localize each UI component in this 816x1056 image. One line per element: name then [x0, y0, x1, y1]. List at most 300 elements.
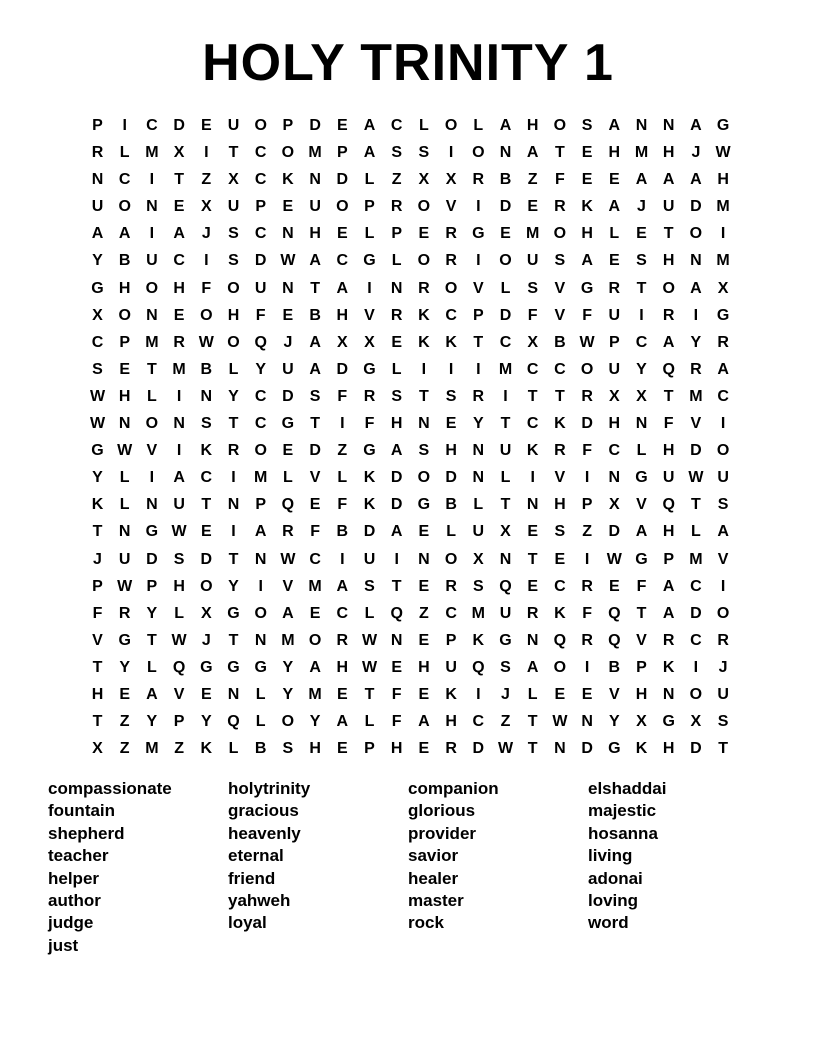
grid-letter[interactable]: Y	[472, 415, 484, 433]
grid-letter[interactable]: O	[716, 442, 730, 460]
grid-letter[interactable]: I	[176, 442, 182, 460]
grid-letter[interactable]: N	[118, 523, 131, 541]
grid-letter[interactable]: U	[472, 523, 485, 541]
grid-letter[interactable]: T	[419, 387, 429, 405]
grid-letter[interactable]: U	[173, 496, 185, 514]
grid-letter[interactable]: T	[228, 550, 239, 568]
grid-letter[interactable]: G	[363, 442, 376, 460]
grid-letter[interactable]: E	[608, 577, 620, 595]
grid-letter[interactable]: W	[688, 469, 704, 487]
grid-letter[interactable]: T	[92, 713, 103, 731]
grid-letter[interactable]: I	[584, 658, 590, 676]
grid-letter[interactable]: G	[200, 658, 213, 676]
grid-letter[interactable]: D	[200, 550, 213, 568]
grid-letter[interactable]: V	[146, 442, 158, 460]
grid-letter[interactable]: A	[581, 252, 593, 270]
grid-letter[interactable]: F	[391, 685, 402, 703]
grid-letter[interactable]: E	[418, 577, 430, 595]
grid-letter[interactable]: Z	[391, 171, 402, 189]
grid-letter[interactable]: C	[200, 469, 213, 487]
grid-letter[interactable]: K	[282, 171, 294, 189]
grid-letter[interactable]: Y	[608, 713, 620, 731]
grid-letter[interactable]: F	[391, 713, 402, 731]
grid-letter[interactable]: F	[636, 577, 647, 595]
grid-letter[interactable]: O	[200, 306, 213, 324]
grid-letter[interactable]: Q	[499, 577, 512, 595]
grid-letter[interactable]: U	[363, 550, 376, 568]
grid-letter[interactable]: N	[282, 225, 294, 243]
grid-letter[interactable]: U	[662, 198, 675, 216]
grid-letter[interactable]: U	[526, 252, 539, 270]
grid-letter[interactable]: X	[717, 279, 729, 297]
grid-letter[interactable]: M	[526, 225, 540, 243]
grid-letter[interactable]: V	[445, 198, 457, 216]
grid-letter[interactable]: K	[554, 415, 566, 433]
grid-letter[interactable]: L	[364, 604, 375, 622]
grid-letter[interactable]: M	[145, 740, 159, 758]
grid-letter[interactable]: U	[499, 442, 512, 460]
grid-letter[interactable]: J	[718, 658, 728, 676]
grid-letter[interactable]: A	[390, 442, 403, 460]
grid-letter[interactable]: Y	[282, 685, 294, 703]
grid-letter[interactable]: N	[390, 279, 403, 297]
grid-letter[interactable]: O	[118, 198, 131, 216]
grid-letter[interactable]: N	[635, 117, 648, 134]
grid-letter[interactable]: H	[390, 740, 403, 758]
grid-letter[interactable]: T	[228, 415, 239, 433]
grid-letter[interactable]: K	[526, 442, 539, 460]
grid-letter[interactable]: E	[527, 523, 539, 541]
grid-letter[interactable]: F	[582, 604, 592, 622]
grid-letter[interactable]: L	[500, 469, 511, 487]
grid-letter[interactable]: H	[608, 144, 621, 162]
grid-letter[interactable]: H	[118, 387, 131, 405]
grid-letter[interactable]: D	[690, 740, 702, 758]
grid-letter[interactable]: S	[717, 496, 729, 514]
grid-letter[interactable]: X	[92, 306, 103, 324]
grid-letter[interactable]: S	[581, 117, 593, 134]
grid-letter[interactable]: I	[367, 279, 372, 297]
grid-letter[interactable]: E	[309, 496, 321, 514]
grid-letter[interactable]: M	[689, 550, 703, 568]
grid-letter[interactable]: G	[281, 415, 295, 433]
grid-letter[interactable]: I	[503, 387, 508, 405]
grid-letter[interactable]: D	[499, 306, 512, 324]
grid-letter[interactable]: L	[527, 685, 538, 703]
grid-letter[interactable]: N	[227, 496, 240, 514]
grid-letter[interactable]: T	[92, 523, 103, 541]
grid-letter[interactable]: A	[336, 279, 349, 297]
grid-letter[interactable]: A	[608, 198, 621, 216]
grid-letter[interactable]: C	[173, 252, 185, 270]
grid-letter[interactable]: J	[201, 631, 211, 649]
grid-letter[interactable]: A	[717, 523, 729, 541]
grid-letter[interactable]: S	[527, 279, 539, 297]
grid-letter[interactable]: O	[444, 550, 458, 568]
grid-letter[interactable]: I	[530, 469, 535, 487]
grid-letter[interactable]: B	[499, 171, 512, 189]
grid-letter[interactable]: H	[336, 658, 349, 676]
grid-letter[interactable]: R	[581, 631, 593, 649]
grid-letter[interactable]: L	[391, 360, 402, 378]
grid-letter[interactable]: S	[391, 387, 403, 405]
grid-letter[interactable]: P	[445, 631, 457, 649]
grid-letter[interactable]: F	[310, 523, 320, 541]
grid-letter[interactable]: T	[147, 360, 157, 378]
grid-letter[interactable]: I	[149, 225, 155, 243]
grid-letter[interactable]: W	[361, 631, 378, 649]
grid-letter[interactable]: K	[662, 658, 675, 676]
grid-letter[interactable]: N	[662, 117, 675, 134]
grid-letter[interactable]: T	[310, 415, 320, 433]
grid-letter[interactable]: K	[635, 740, 648, 758]
grid-letter[interactable]: G	[580, 279, 594, 297]
grid-letter[interactable]: X	[636, 713, 647, 731]
grid-letter[interactable]: R	[581, 387, 593, 405]
grid-letter[interactable]: E	[336, 117, 348, 134]
grid-letter[interactable]: F	[255, 306, 266, 324]
grid-letter[interactable]: T	[636, 604, 647, 622]
grid-letter[interactable]: T	[228, 631, 239, 649]
grid-letter[interactable]: R	[336, 631, 349, 649]
grid-letter[interactable]: O	[145, 279, 159, 297]
grid-letter[interactable]: G	[91, 279, 104, 297]
grid-letter[interactable]: P	[364, 198, 375, 216]
grid-letter[interactable]: H	[418, 658, 430, 676]
grid-letter[interactable]: H	[717, 171, 729, 189]
grid-letter[interactable]: T	[500, 496, 511, 514]
grid-letter[interactable]: W	[606, 550, 622, 568]
grid-letter[interactable]: A	[173, 469, 185, 487]
grid-letter[interactable]: Z	[500, 713, 511, 731]
grid-letter[interactable]: L	[500, 279, 511, 297]
grid-letter[interactable]: B	[554, 333, 566, 351]
grid-letter[interactable]: C	[254, 415, 267, 433]
grid-letter[interactable]: L	[119, 469, 130, 487]
grid-letter[interactable]: O	[118, 306, 131, 324]
grid-letter[interactable]: G	[145, 523, 159, 541]
grid-letter[interactable]: N	[472, 469, 485, 487]
grid-letter[interactable]: E	[309, 604, 321, 622]
grid-letter[interactable]: O	[281, 713, 295, 731]
grid-letter[interactable]: D	[146, 550, 158, 568]
grid-letter[interactable]: O	[417, 469, 431, 487]
grid-letter[interactable]: C	[717, 387, 729, 405]
grid-letter[interactable]: H	[227, 306, 240, 324]
grid-letter[interactable]: N	[499, 550, 512, 568]
grid-letter[interactable]: M	[498, 360, 513, 378]
grid-letter[interactable]: X	[445, 171, 457, 189]
grid-letter[interactable]: A	[418, 713, 430, 731]
grid-letter[interactable]: H	[445, 713, 457, 731]
grid-letter[interactable]: G	[635, 469, 648, 487]
grid-letter[interactable]: O	[308, 631, 322, 649]
grid-letter[interactable]: P	[663, 550, 675, 568]
grid-letter[interactable]: N	[146, 306, 158, 324]
grid-letter[interactable]: T	[174, 171, 184, 189]
grid-letter[interactable]: Y	[282, 658, 294, 676]
grid-letter[interactable]: Y	[228, 577, 239, 595]
grid-letter[interactable]: E	[500, 225, 511, 243]
grid-letter[interactable]: A	[309, 333, 321, 351]
grid-letter[interactable]: R	[227, 442, 240, 460]
grid-letter[interactable]: O	[662, 279, 675, 297]
grid-letter[interactable]: Z	[419, 604, 429, 622]
grid-letter[interactable]: L	[473, 496, 484, 514]
grid-letter[interactable]: U	[608, 306, 621, 324]
grid-letter[interactable]: N	[690, 252, 702, 270]
grid-letter[interactable]: L	[255, 685, 266, 703]
grid-letter[interactable]: T	[92, 658, 103, 676]
grid-letter[interactable]: D	[499, 198, 512, 216]
grid-letter[interactable]: N	[227, 685, 240, 703]
grid-letter[interactable]: Y	[92, 252, 103, 270]
grid-letter[interactable]: L	[119, 496, 130, 514]
grid-letter[interactable]: N	[581, 713, 593, 731]
grid-letter[interactable]: I	[720, 415, 726, 433]
grid-letter[interactable]: O	[689, 225, 703, 243]
grid-letter[interactable]: X	[228, 171, 239, 189]
grid-letter[interactable]: I	[720, 577, 726, 595]
grid-letter[interactable]: I	[122, 117, 127, 134]
grid-letter[interactable]: R	[363, 387, 376, 405]
grid-letter[interactable]: U	[662, 469, 675, 487]
grid-letter[interactable]: O	[145, 415, 159, 433]
grid-letter[interactable]: A	[173, 225, 185, 243]
grid-letter[interactable]: T	[473, 333, 484, 351]
grid-letter[interactable]: B	[336, 523, 349, 541]
grid-letter[interactable]: M	[145, 144, 159, 162]
grid-letter[interactable]: A	[717, 360, 729, 378]
grid-letter[interactable]: E	[119, 685, 131, 703]
grid-letter[interactable]: O	[689, 685, 703, 703]
grid-letter[interactable]: E	[581, 171, 593, 189]
grid-letter[interactable]: K	[200, 442, 213, 460]
grid-letter[interactable]: W	[198, 333, 214, 351]
grid-letter[interactable]: X	[690, 713, 702, 731]
grid-letter[interactable]: M	[308, 577, 322, 595]
grid-letter[interactable]: R	[445, 252, 457, 270]
grid-letter[interactable]: O	[227, 333, 240, 351]
grid-letter[interactable]: C	[472, 713, 485, 731]
grid-letter[interactable]: L	[364, 171, 375, 189]
grid-letter[interactable]: E	[445, 415, 457, 433]
grid-letter[interactable]: Y	[119, 658, 131, 676]
grid-letter[interactable]: L	[119, 144, 130, 162]
grid-letter[interactable]: U	[717, 469, 729, 487]
grid-letter[interactable]: O	[553, 117, 567, 134]
grid-letter[interactable]: C	[690, 631, 702, 649]
grid-letter[interactable]: E	[418, 225, 430, 243]
grid-letter[interactable]: T	[663, 225, 674, 243]
grid-letter[interactable]: B	[309, 306, 321, 324]
grid-letter[interactable]: R	[91, 144, 104, 162]
grid-letter[interactable]: E	[418, 685, 430, 703]
grid-letter[interactable]: J	[93, 550, 102, 568]
grid-letter[interactable]: D	[690, 198, 702, 216]
grid-letter[interactable]: V	[554, 279, 566, 297]
grid-letter[interactable]: V	[636, 631, 647, 649]
grid-letter[interactable]: W	[497, 740, 514, 758]
grid-letter[interactable]: U	[717, 685, 729, 703]
grid-letter[interactable]: J	[637, 198, 646, 216]
grid-letter[interactable]: P	[581, 496, 593, 514]
grid-letter[interactable]: I	[340, 415, 345, 433]
grid-letter[interactable]: E	[581, 685, 593, 703]
grid-letter[interactable]: M	[634, 144, 649, 162]
grid-letter[interactable]: N	[418, 550, 430, 568]
grid-letter[interactable]: T	[147, 631, 157, 649]
grid-letter[interactable]: H	[173, 577, 185, 595]
grid-letter[interactable]: E	[527, 577, 539, 595]
grid-letter[interactable]: G	[472, 225, 485, 243]
grid-letter[interactable]: W	[89, 387, 106, 405]
grid-letter[interactable]: R	[662, 306, 675, 324]
grid-letter[interactable]: X	[418, 171, 430, 189]
grid-letter[interactable]: V	[608, 685, 620, 703]
grid-letter[interactable]: G	[662, 713, 675, 731]
grid-letter[interactable]: O	[444, 117, 458, 134]
grid-letter[interactable]: E	[527, 198, 539, 216]
grid-letter[interactable]: I	[258, 577, 263, 595]
grid-letter[interactable]: D	[390, 496, 403, 514]
grid-letter[interactable]: N	[282, 279, 294, 297]
grid-letter[interactable]: I	[639, 306, 644, 324]
grid-letter[interactable]: G	[118, 631, 131, 649]
grid-letter[interactable]: V	[309, 469, 321, 487]
grid-letter[interactable]: E	[282, 306, 294, 324]
grid-letter[interactable]: P	[282, 117, 294, 134]
grid-letter[interactable]: V	[554, 469, 566, 487]
grid-letter[interactable]: L	[147, 658, 157, 676]
grid-letter[interactable]: E	[336, 685, 348, 703]
grid-letter[interactable]: W	[171, 631, 187, 649]
grid-letter[interactable]: I	[476, 198, 481, 216]
grid-letter[interactable]: Q	[227, 713, 240, 731]
grid-letter[interactable]: N	[254, 550, 267, 568]
grid-letter[interactable]: Y	[309, 713, 321, 731]
grid-letter[interactable]: A	[254, 523, 267, 541]
grid-letter[interactable]: V	[282, 577, 294, 595]
grid-letter[interactable]: H	[118, 279, 131, 297]
grid-letter[interactable]: U	[227, 198, 240, 216]
grid-letter[interactable]: P	[173, 713, 185, 731]
grid-letter[interactable]: H	[635, 685, 648, 703]
grid-letter[interactable]: Y	[255, 360, 267, 378]
grid-letter[interactable]: S	[309, 387, 321, 405]
grid-letter[interactable]: A	[662, 577, 675, 595]
grid-letter[interactable]: M	[471, 604, 485, 622]
grid-letter[interactable]: V	[690, 415, 702, 433]
grid-letter[interactable]: L	[147, 387, 157, 405]
grid-letter[interactable]: H	[173, 279, 185, 297]
grid-letter[interactable]: A	[690, 279, 702, 297]
grid-letter[interactable]: R	[390, 306, 403, 324]
grid-letter[interactable]: L	[609, 225, 620, 243]
grid-letter[interactable]: C	[336, 604, 349, 622]
grid-letter[interactable]: G	[716, 117, 730, 134]
grid-letter[interactable]: C	[336, 252, 349, 270]
grid-letter[interactable]: N	[146, 496, 158, 514]
grid-letter[interactable]: Y	[690, 333, 702, 351]
grid-letter[interactable]: Q	[662, 360, 675, 378]
grid-letter[interactable]: H	[662, 740, 675, 758]
grid-letter[interactable]: F	[527, 306, 538, 324]
grid-letter[interactable]: K	[445, 333, 457, 351]
grid-letter[interactable]: T	[718, 740, 728, 758]
grid-letter[interactable]: A	[363, 117, 376, 134]
grid-letter[interactable]: D	[309, 442, 321, 460]
grid-letter[interactable]: N	[309, 171, 321, 189]
grid-letter[interactable]: K	[418, 333, 430, 351]
grid-letter[interactable]: O	[553, 225, 567, 243]
grid-letter[interactable]: D	[690, 604, 702, 622]
grid-letter[interactable]: W	[117, 442, 133, 460]
grid-letter[interactable]: Q	[662, 496, 675, 514]
grid-letter[interactable]: T	[391, 577, 402, 595]
grid-letter[interactable]: Y	[200, 713, 212, 731]
grid-letter[interactable]: Q	[608, 604, 621, 622]
grid-letter[interactable]: I	[176, 387, 182, 405]
grid-letter[interactable]: Z	[201, 171, 212, 189]
grid-letter[interactable]: T	[364, 685, 375, 703]
grid-letter[interactable]: I	[149, 469, 155, 487]
grid-letter[interactable]: L	[419, 117, 429, 134]
grid-letter[interactable]: S	[717, 713, 729, 731]
grid-letter[interactable]: T	[527, 550, 538, 568]
grid-letter[interactable]: A	[635, 171, 648, 189]
grid-letter[interactable]: N	[118, 415, 131, 433]
grid-letter[interactable]: X	[200, 604, 212, 622]
grid-letter[interactable]: R	[118, 604, 131, 622]
grid-letter[interactable]: A	[662, 604, 675, 622]
grid-letter[interactable]: X	[364, 333, 375, 351]
grid-letter[interactable]: D	[472, 740, 485, 758]
grid-letter[interactable]: G	[716, 306, 730, 324]
grid-letter[interactable]: C	[554, 360, 566, 378]
grid-letter[interactable]: X	[336, 333, 348, 351]
grid-letter[interactable]: I	[204, 252, 209, 270]
grid-letter[interactable]: T	[500, 415, 511, 433]
grid-letter[interactable]: E	[119, 360, 131, 378]
grid-letter[interactable]: T	[310, 279, 320, 297]
grid-letter[interactable]: P	[92, 117, 103, 134]
grid-letter[interactable]: S	[200, 415, 212, 433]
grid-letter[interactable]: C	[445, 604, 457, 622]
grid-letter[interactable]: S	[445, 387, 457, 405]
grid-letter[interactable]: D	[581, 740, 593, 758]
grid-letter[interactable]: O	[254, 442, 267, 460]
grid-letter[interactable]: U	[118, 550, 131, 568]
grid-letter[interactable]: A	[309, 360, 321, 378]
grid-letter[interactable]: D	[581, 415, 593, 433]
grid-letter[interactable]: C	[254, 387, 267, 405]
grid-letter[interactable]: I	[448, 144, 454, 162]
grid-letter[interactable]: T	[691, 496, 701, 514]
grid-letter[interactable]: I	[421, 360, 427, 378]
grid-letter[interactable]: R	[662, 631, 675, 649]
grid-letter[interactable]: W	[715, 144, 731, 162]
grid-letter[interactable]: S	[92, 360, 103, 378]
grid-letter[interactable]: L	[364, 225, 375, 243]
grid-letter[interactable]: A	[336, 713, 349, 731]
grid-letter[interactable]: D	[282, 387, 294, 405]
grid-letter[interactable]: H	[662, 523, 675, 541]
grid-letter[interactable]: S	[282, 740, 294, 758]
grid-letter[interactable]: W	[280, 252, 296, 270]
grid-letter[interactable]: H	[91, 685, 104, 703]
grid-letter[interactable]: P	[364, 740, 375, 758]
